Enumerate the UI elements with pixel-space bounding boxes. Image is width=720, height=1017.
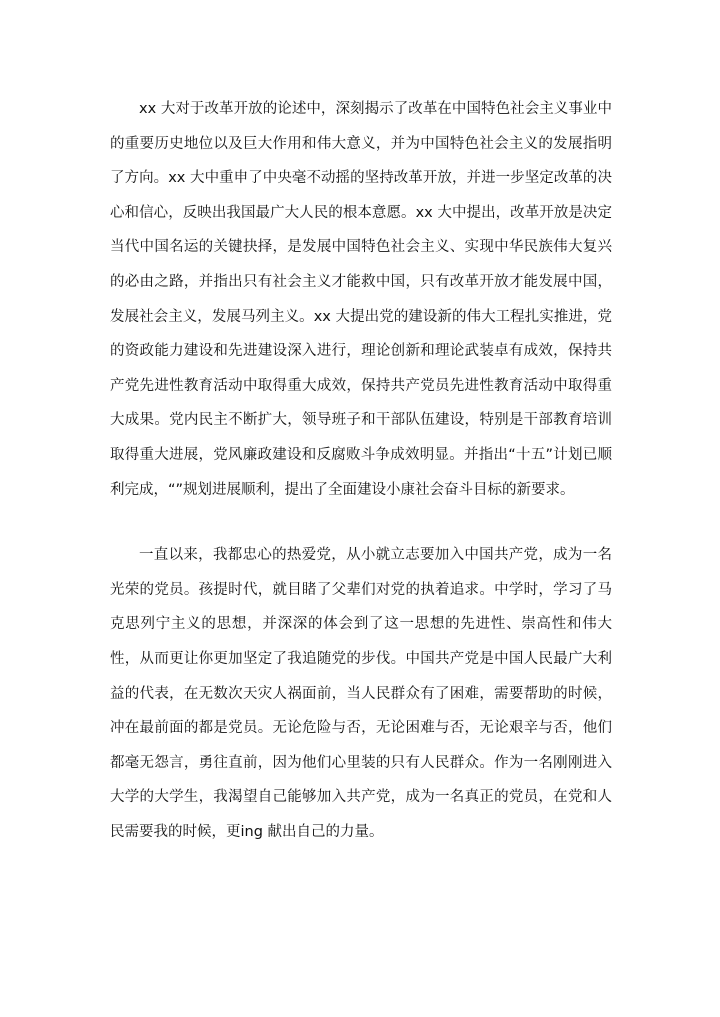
paragraph-love-for-party: 一直以来，我都忠心的热爱党，从小就立志要加入中国共产党，成为一名光荣的党员。孩提时代，就目睹了父辈们对党的执着追求。中学时，学习了马克思列宁主义的思想，并深深的体会到了这一思想的先进性、崇高性和伟大性，从而更让你更加坚定了我追随党的步伐。中国共产党是中国人民最广大利益的代表，在无数次天灾人祸面前，当人民群众有了困难，需要帮助的时候，冲在最前面的都是党员。无论危险与否，无论困难与否，无论艰辛与否，他们都毫无怨言，勇往直前，因为他们心里装的只有人民群众。作为一名刚刚进入大学的大学生，我渴望自己能够加入共产党，成为一名真正的党员，在党和人民需要我的时候，更ing 献出自己的力量。: [110, 547, 612, 840]
paragraph-reform-opening: xx 大对于改革开放的论述中，深刻揭示了改革在中国特色社会主义事业中的重要历史地位以及巨大作用和伟大意义，并为中国特色社会主义的发展指明了方向。xx 大中重申了中央毫不动摇的坚持改革开放，并进一步坚定改革的决心和信心，反映出我国最广大人民的根本意愿。xx 大中提出，改革开放是决定当代中国名运的关键抉择，是发展中国特色社会主义、实现中华民族伟大复兴的必由之路，并指出只有社会主义才能救中国，只有改革开放才能发展中国，发展社会主义，发展马列主义。xx 大提出党的建设新的伟大工程扎实推进，党的资政能力建设和先进建设深入进行，理论创新和理论武装卓有成效，保持共产党先进性教育活动中取得重大成效，保持共产党员先进性教育活动中取得重大成果。党内民主不断扩大，领导班子和干部队伍建设，特别是干部教育培训取得重大进展，党风廉政建设和反腐败斗争成效明显。并指出“十五”计划已顺利完成，“”规划进展顺利，提出了全面建设小康社会奋斗目标的新要求。: [110, 101, 612, 498]
document-body: [110, 92, 612, 849]
